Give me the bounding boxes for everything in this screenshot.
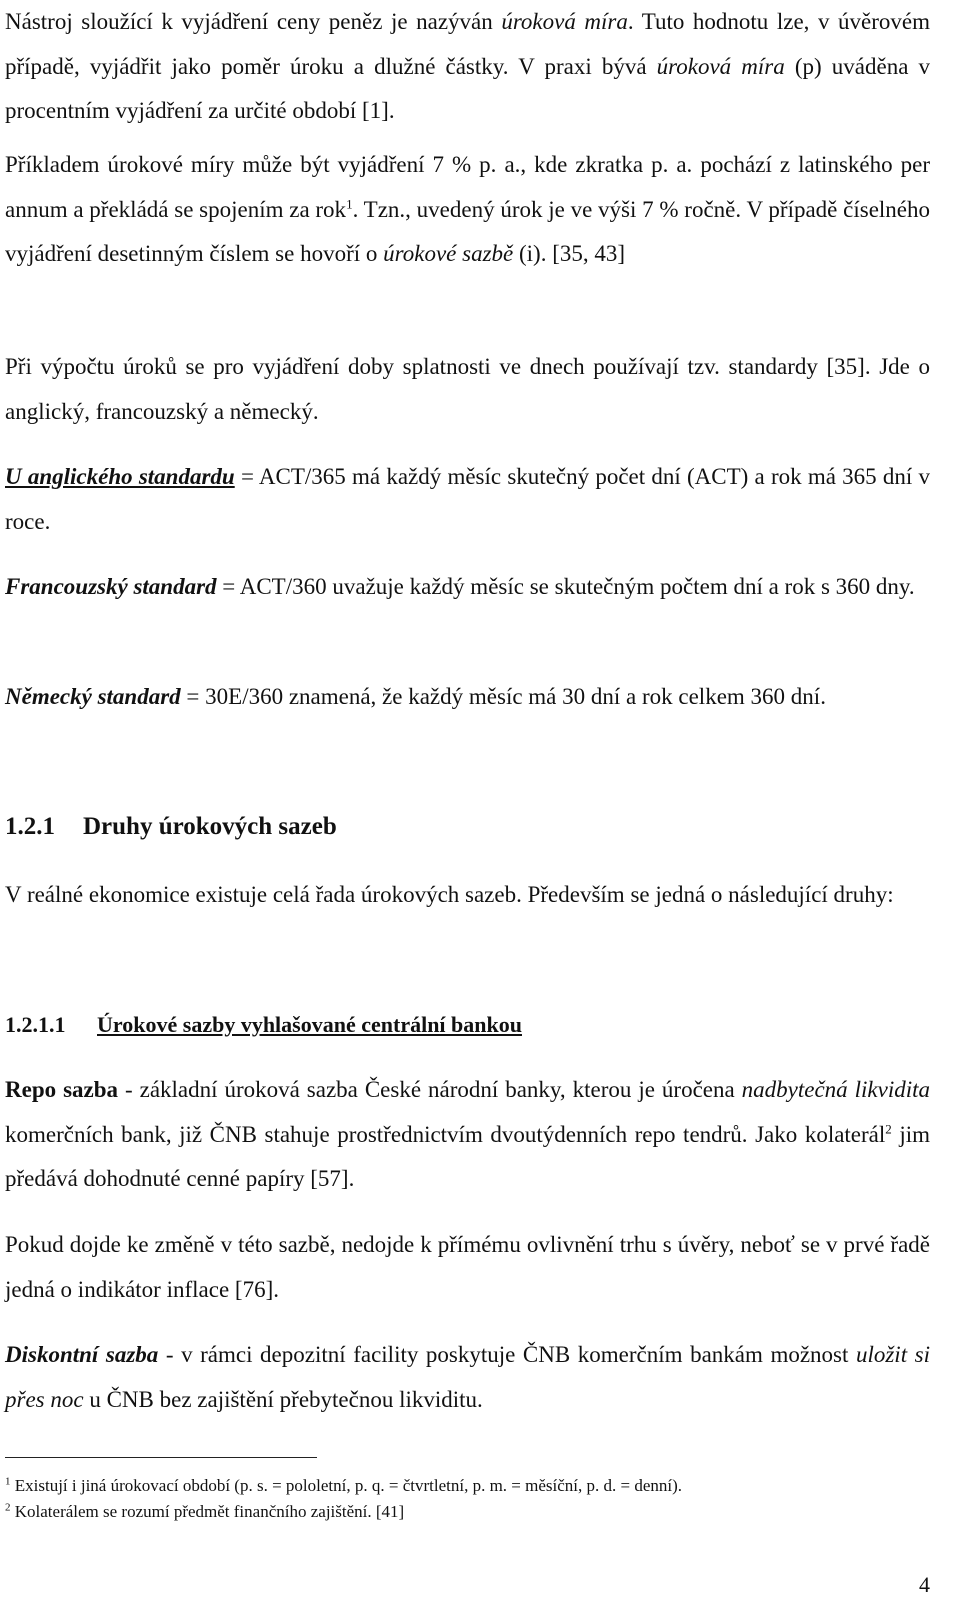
term-bold-italic: Francouzský standard bbox=[5, 574, 217, 599]
term-italic: nadbytečná likvidita bbox=[741, 1077, 930, 1102]
section-heading-1-2-1-1 bbox=[5, 1012, 522, 1038]
section-title: Úrokové sazby vyhlašované centrální bankou bbox=[97, 1012, 522, 1037]
paragraph-discount-rate: Diskontní sazba - v rámci depozitní facility poskytuje ČNB komerčním bankám možnost uložit si přes noc u ČNB bez zajištění přebytečnou likviditu. bbox=[5, 1342, 930, 1412]
paragraph-repo-effect: Pokud dojde ke změně v této sazbě, nedojde k přímému ovlivnění trhu s úvěry, neboť se v prvé řadě jedná o indikátor inflace [76]. bbox=[5, 1232, 930, 1302]
term-bold-italic: Německý standard bbox=[5, 684, 181, 709]
term-bold: Repo sazba bbox=[5, 1077, 119, 1102]
term-bold-underlined: U anglického standardu bbox=[5, 464, 235, 489]
paragraph-interest-rate-definition: Nástroj sloužící k vyjádření ceny peněz je nazýván úroková míra. Tuto hodnotu lze, v úvěrovém případě, vyjádřit jako poměr úroku a dlužné částky. V praxi bývá úroková míra (p) uváděna v procentním vyjádření za určité období [1]. bbox=[5, 9, 931, 123]
footnote-ref-2[interactable]: 2 bbox=[885, 1120, 892, 1136]
footnote-mark: 1 bbox=[5, 1475, 11, 1488]
paragraph-repo-rate: Repo sazba - základní úroková sazba České národní banky, kterou je úročena nadbytečná likvidita komerčních bank, již ČNB stahuje prostřednictvím dvoutýdenních repo tendrů. Jako kolaterál$^2$ jim předává dohodnuté cenné papíry [57]. bbox=[5, 1077, 931, 1191]
footnote-mark: 2 bbox=[5, 1501, 11, 1514]
footnote-separator bbox=[5, 1457, 317, 1458]
footnote-2: $^2$ Kolaterálem se rozumí předmět finančního zajištění. [41] bbox=[5, 1501, 405, 1521]
page-number: 4 bbox=[919, 1572, 930, 1597]
paragraph-german-standard: Německý standard = 30E/360 znamená, že každý měsíc má 30 dní a rok celkem 360 dní. bbox=[5, 684, 826, 709]
term-italic: úroková míra bbox=[656, 53, 785, 79]
paragraph-standards-intro: Při výpočtu úroků se pro vyjádření doby splatnosti ve dnech používají tzv. standardy [35]. Jde o anglický, francouzský a německý. bbox=[5, 354, 930, 424]
section-number: 1.2.1 bbox=[5, 813, 55, 840]
paragraph-per-annum-example: Příkladem úrokové míry může být vyjádření 7 % p. a., kde zkratka p. a. pochází z latinského per annum a překládá se spojením za rok$^1$. Tzn., uvedený úrok je ve výši 7 % ročně. V případě číselného vyjádření desetinným číslem se hovoří o úrokové sazbě (i). [35, 43] bbox=[5, 152, 930, 266]
paragraph-english-standard: U anglického standardu = ACT/365 má každý měsíc skutečný počet dní (ACT) a rok má 365 dní v roce. bbox=[5, 464, 930, 534]
term-italic: úrokové sazbě bbox=[383, 241, 514, 266]
section-number: 1.2.1.1 bbox=[5, 1012, 66, 1037]
term-italic: úroková míra bbox=[501, 9, 628, 34]
footnote-ref-1[interactable]: 1 bbox=[346, 195, 353, 211]
section-title: Druhy úrokových sazeb bbox=[83, 813, 337, 840]
paragraph-rate-types-intro: V reálné ekonomice existuje celá řada úrokových sazeb. Především se jedná o následující druhy: bbox=[5, 882, 894, 907]
term-italic: uložit si přes noc bbox=[5, 1342, 930, 1412]
term-bold-italic: Diskontní sazba bbox=[5, 1342, 159, 1367]
paragraph-french-standard: Francouzský standard = ACT/360 uvažuje každý měsíc se skutečným počtem dní a rok s 360 dny. bbox=[5, 574, 915, 599]
section-heading-1-2-1 bbox=[5, 813, 337, 841]
footnote-1: $^1$ Existují i jiná úrokovací období (p. s. = pololetní, p. q. = čtvrtletní, p. m. = měsíční, p. d. = denní). bbox=[5, 1475, 683, 1495]
